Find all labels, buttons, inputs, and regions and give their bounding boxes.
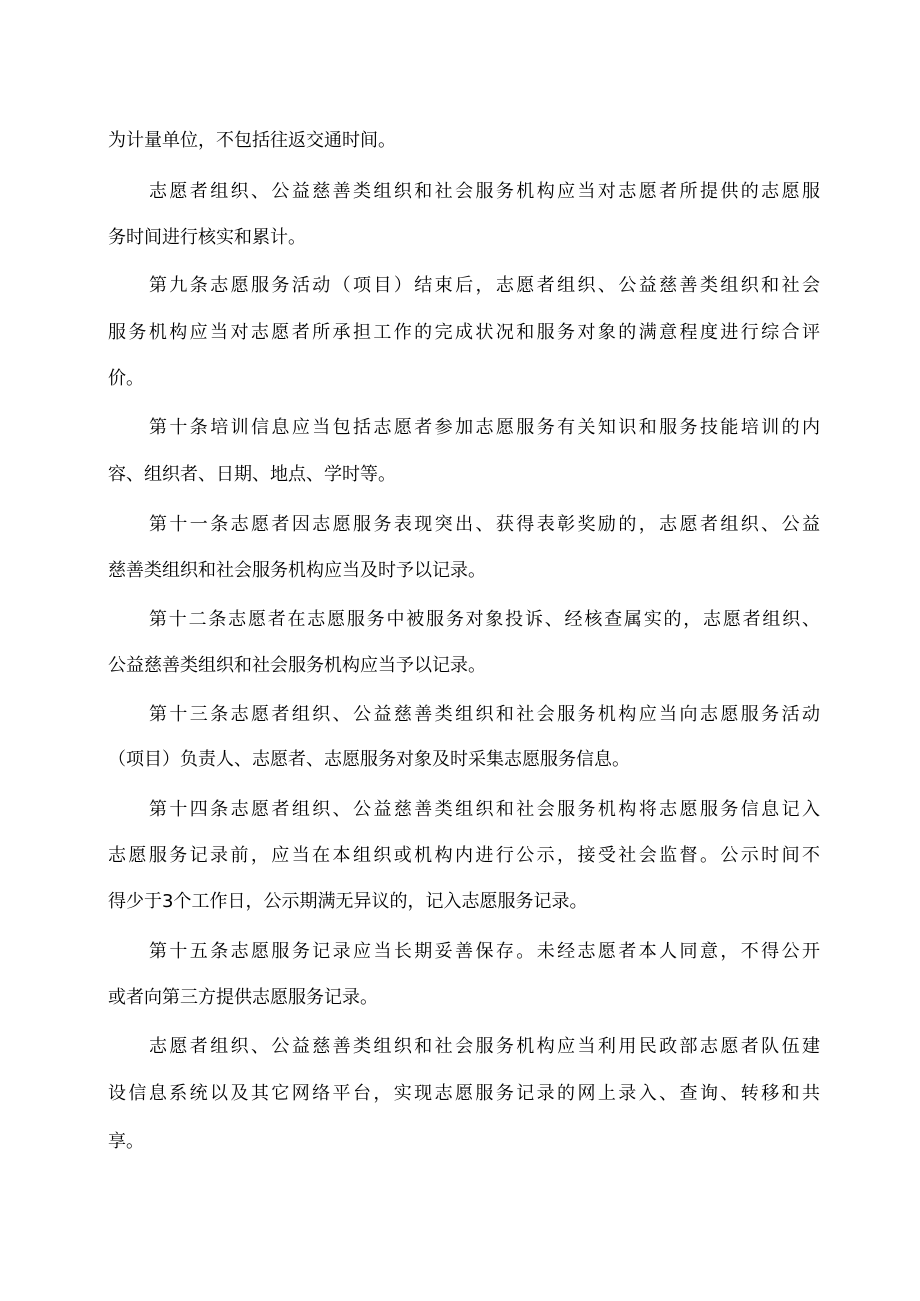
text-line: 服务机构应当对志愿者所承担工作的完成状况和服务对象的满意程度进行综合评 bbox=[108, 322, 820, 343]
text-line: 或者向第三方提供志愿服务记录。 bbox=[108, 987, 378, 1008]
text-line: （项目）负责人、志愿者、志愿服务对象及时采集志愿服务信息。 bbox=[108, 749, 630, 770]
text-line: 第十五条志愿服务记录应当长期妥善保存。未经志愿者本人同意，不得公开 bbox=[149, 941, 820, 962]
text-line: 第十二条志愿者在志愿服务中被服务对象投诉、经核查属实的，志愿者组织、 bbox=[149, 609, 820, 630]
text-line: 第十一条志愿者因志愿服务表现突出、获得表彰奖励的，志愿者组织、公益 bbox=[149, 514, 820, 535]
text-line: 设信息系统以及其它网络平台，实现志愿服务记录的网上录入、查询、转移和共 bbox=[108, 1083, 820, 1104]
text-line: 务时间进行核实和累计。 bbox=[108, 227, 306, 248]
text-line: 志愿者组织、公益慈善类组织和社会服务机构应当利用民政部志愿者队伍建 bbox=[149, 1036, 820, 1057]
text-line: 公益慈善类组织和社会服务机构应当予以记录。 bbox=[108, 655, 486, 676]
text-line: 容、组织者、日期、地点、学时等。 bbox=[108, 464, 396, 485]
text-line: 第十条培训信息应当包括志愿者参加志愿服务有关知识和服务技能培训的内 bbox=[149, 417, 820, 438]
text-line: 得少于3个工作日，公示期满无异议的，记入志愿服务记录。 bbox=[108, 891, 588, 912]
text-line: 志愿者组织、公益慈善类组织和社会服务机构应当对志愿者所提供的志愿服 bbox=[149, 181, 820, 202]
text-line: 志愿服务记录前，应当在本组织或机构内进行公示，接受社会监督。公示时间不 bbox=[108, 845, 820, 866]
text-line: 第十三条志愿者组织、公益慈善类组织和社会服务机构应当向志愿服务活动 bbox=[149, 704, 820, 725]
text-line: 价。 bbox=[108, 368, 144, 389]
text-line: 享。 bbox=[108, 1131, 144, 1152]
text-line: 为计量单位，不包括往返交通时间。 bbox=[108, 130, 396, 151]
text-line: 慈善类组织和社会服务机构应当及时予以记录。 bbox=[108, 560, 486, 581]
text-line: 第十四条志愿者组织、公益慈善类组织和社会服务机构将志愿服务信息记入 bbox=[149, 799, 820, 820]
text-line: 第九条志愿服务活动（项目）结束后，志愿者组织、公益慈善类组织和社会 bbox=[149, 275, 820, 296]
